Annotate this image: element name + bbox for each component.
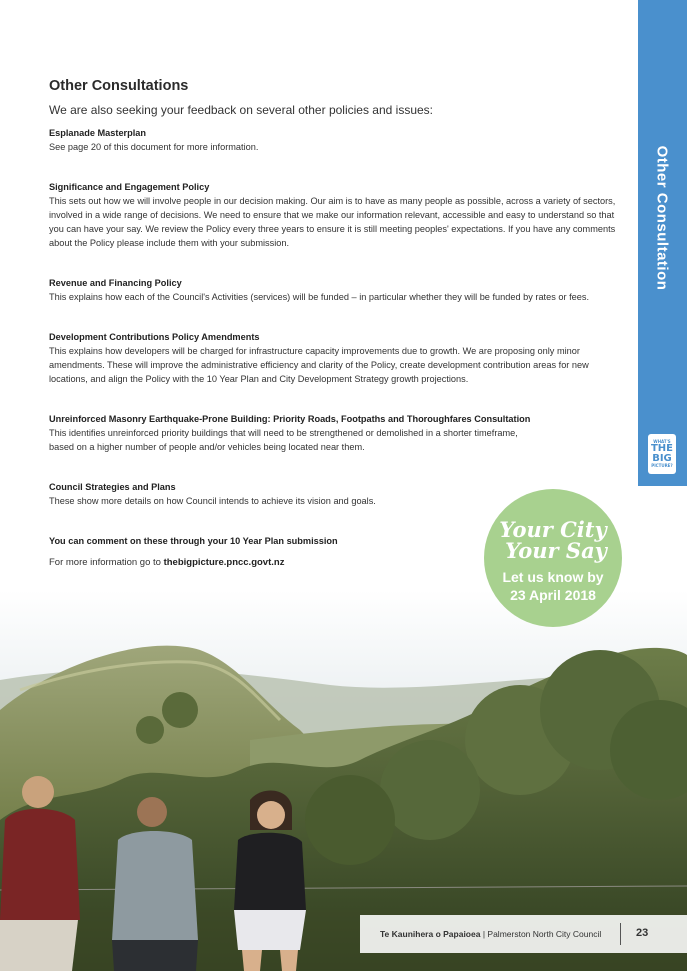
section-unreinforced-masonry [49,413,624,454]
badge-line-1: Your City [499,517,607,542]
footer-maori-name: Te Kaunihera o Papaioea [380,929,481,939]
footer-council-name [380,929,601,939]
badge-line-3: Let us know by [502,569,604,585]
section-development-contributions [49,331,624,386]
your-city-your-say-badge [484,489,622,627]
section-title: Council Strategies and Plans [49,482,176,492]
page-footer [0,915,687,953]
footer-divider [620,923,621,945]
footer-english-name: Palmerston North City Council [487,929,602,939]
section-body: See page 20 of this document for more information. [49,142,259,152]
section-title: Significance and Engagement Policy [49,182,210,192]
section-body: This sets out how we will involve people in our decision making. Our aim is to have as many people as possible, across a variety of sectors, involved in a wide range of decisions. We need to ensure that we make our information relevant, accessible and easy to understand so that you can have your say. We review the Policy every three years to ensure it is still meeting peoples' expectations. If you have any comments about the Policy please include them with your submission. [49,196,616,248]
section-body: This explains how each of the Council's Activities (services) will be funded – in particular whether they will be funded by rates or fees. [49,292,589,302]
section-revenue-financing [49,277,624,304]
section-body-line-2: based on a higher number of people and/or vehicles being located near them. [49,442,365,452]
footer-separator: | [480,929,488,939]
section-title: Development Contributions Policy Amendments [49,332,260,342]
more-info-prefix: For more information go to [49,557,164,568]
section-significance-engagement [49,181,624,250]
section-esplanade [49,127,624,154]
logo-line-3: BIG [652,453,672,464]
website-link[interactable]: thebigpicture.pncc.govt.nz [163,557,285,568]
section-body-line-1: This identifies unreinforced priority buildings that will need to be strengthened or demolished in a shorter timeframe, [49,428,518,438]
logo-line-2: THE [650,443,674,454]
landscape-photo [0,590,687,971]
intro-text: We are also seeking your feedback on several other policies and issues: [49,103,433,117]
badge-line-2: Your Say [505,538,607,563]
logo-line-1: WHAT'S [653,439,671,444]
the-big-picture-logo [648,434,676,474]
page-title: Other Consultations [49,78,189,94]
section-title: Unreinforced Masonry Earthquake-Prone Building: Priority Roads, Footpaths and Thoroughfares Consultation [49,414,531,424]
badge-deadline: 23 April 2018 [510,587,596,603]
section-body: This explains how developers will be charged for infrastructure capacity improvements due to growth. We are proposing only minor amendments. These will improve the administrative efficiency and clarity of the Policy, create development contribution areas for new locations, and align the Policy with the 10 Year Plan and City Development Strategy growth projections. [49,346,589,384]
section-title: Revenue and Financing Policy [49,278,182,288]
logo-line-4: PICTURE? [651,463,673,468]
section-title: Esplanade Masterplan [49,128,147,138]
side-tab-title: Other Consultation [653,145,671,291]
comment-line: You can comment on these through your 10 Year Plan submission [49,536,338,546]
page-number: 23 [636,927,649,939]
landscape-illustration [0,590,687,971]
section-body: These show more details on how Council intends to achieve its vision and goals. [49,496,376,506]
